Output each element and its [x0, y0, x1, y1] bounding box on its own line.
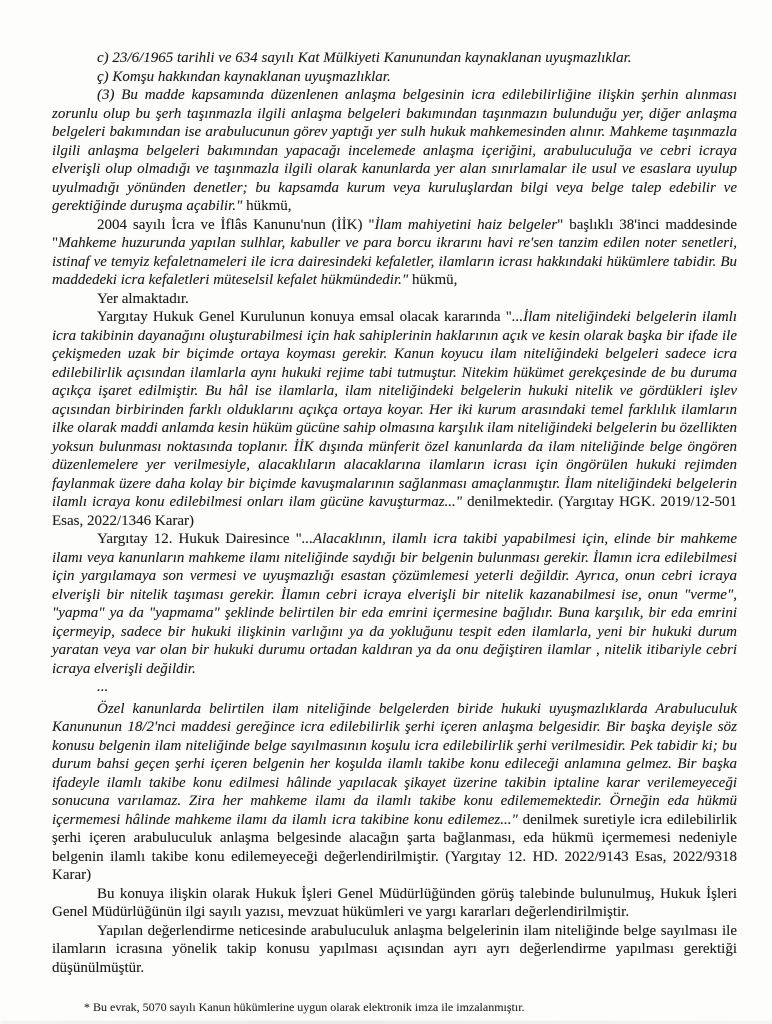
paragraph-sonuc	[52, 922, 737, 978]
text-segment: Yer almaktadır.	[97, 290, 189, 307]
paragraph-gorus-talebi	[52, 885, 737, 922]
text-segment: İlam mahiyetini haiz belgeler	[374, 216, 558, 233]
text-segment: c) 23/6/1965 tarihli ve 634 sayılı Kat Mülkiyeti Kanunundan kaynaklanan uyuşmazlıklar.	[97, 50, 632, 66]
paragraph-ellipsis	[52, 678, 737, 697]
text-segment: ...	[97, 679, 109, 695]
text-segment: 2004 sayılı İcra ve İflâs Kanunu'nun (İİK) "	[97, 216, 375, 233]
paragraph-item-cc	[52, 68, 737, 87]
text-segment: denilmektedir. (Yargıtay HGK. 2019/12-501 Esas, 2022/1346 Karar)	[52, 494, 737, 529]
text-segment: (3) Bu madde kapsamında düzenlenen anlaşma belgesinin icra edilebilirliğine ilişkin şerhin alınması zorunlu olup bu şerh taşınmazla ilgili anlaşma belgeleri bakımından taşınmazın bulunduğu yer, diğer anlaşma belgeleri bakımından ise arabulucunun görev yaptığı yer sulh hukuk mahkemesinden alınır. Mahkeme taşınmazla ilgili anlaşma belgeleri bakımından yapacağı incelemede anlaşma içeriğini, arabuluculuğa ve cebri icraya elverişli olup olmadığı ve taşınmazla ilgili olarak kanunlarda yer alan sınırlamalar ile usul ve esaslara uyulup uyulmadığı yönünden denetler; bu kapsamda kurum veya kuruluşlardan bilgi veya belge talep edebilir ve gerektiğinde duruşma açabilir."	[52, 87, 737, 214]
paragraph-clause-3	[52, 86, 737, 216]
text-segment: Özel kanunlarda belirtilen ilam niteliğinde belgelerden biride hukuki uyuşmazlıklarda Arabuluculuk Kanununun 18/2'nci maddesi gereğince icra edilebilirlik şerhi içeren anlaşma belgesidir. Bir başka deyişle söz konusu belgenin ilam niteliğinde belge sayılmasının koşulu icra edilebilirlik şerhi verilmesidir. Pek tabidir ki; bu durum bahsi geçen şerhi içeren belgenin her koşulda ilamlı takibe konu edileceği anlamına gelmez. Bir başka ifadeyle ilamlı takibe konu edilmesi hâlinde yapılacak şikayet üzerine takibin iptaline karar verilemeyeceği sonucuna varılamaz. Zira her mahkeme ilamı da ilamlı takibe konu edilememektedir. Örneğin eda hükmü içermemesi hâlinde mahkeme ilamı da ilamlı icra takibine konu edilemez..."	[52, 700, 737, 828]
text-segment: ...İlam niteliğindeki belgelerin ilamlı icra takibinin dayanağını oluşturabilmesi için hak sahiplerinin haklarının açık ve kesin olarak başka bir ifade ile çekişmeden uzak bir biçimde ortaya koyması gerekir. Kanun koyucu ilam niteliğindeki belgeleri sadece icra edilebilirlik açısından ilamlarla aynı hukuki rejime tabi tutmuştur. Nitekim hükümet gerekçesinde de bu duruma açıkça işaret edilmiştir. Bu hâl ise ilamlarla, ilam niteliğindeki belgelerin hukuki nitelik ve gördükleri işlev açısından birbirinden farklı olduklarını açıkça ortaya koyar. Her iki kurum arasındaki temel farklılık ilamların ilke olarak maddi anlamda kesin hüküm gücüne sahip olmasına karşılık ilam niteliğindeki belgelerin bu özellikten yoksun bulunması noktasında toplanır. İİK dışında münferit özel kanunlarda da ilam niteliğinde belge öngören düzenlemelere yer verilmesiyle, alacaklıların alacaklarına ilamların icrası için öngörülen hukuki rejimden faylanmak üzere daha kolay bir biçimde kavuşmalarının sağlanması amaçlanmıştır. İlam niteliğindeki belgelerin ilamlı icraya konu edilebilmesi onları ilam gücüne kavuşturmaz..."	[52, 309, 737, 510]
text-segment: " başlıklı 38'inci maddesinde "	[52, 216, 737, 251]
paragraph-hgk-karari	[52, 308, 737, 530]
text-segment: hükmü,	[242, 198, 292, 214]
text-segment: Yapılan değerlendirme neticesinde arabuluculuk anlaşma belgelerinin ilam niteliğinde belge sayılması ile ilamların icrasına yönelik takip konusu yapılması açısından ayrı ayrı değerlendirme yapılması gerektiği düşünülmüştür.	[52, 922, 737, 976]
electronic-signature-footnote: * Bu evrak, 5070 sayılı Kanun hükümlerine uygun olarak elektronik imza ile imzalanmıştır.	[84, 1000, 525, 1014]
text-segment: Mahkeme huzurunda yapılan sulhlar, kabuller ve para borcu ikrarını havi re'sen tanzim edilen noter senetleri, istinaf ve temyiz kefaletnameleri ile icra dairesindeki kefaletler, ilamların icrası hakkındaki hükümlere tabidir. Bu maddedeki icra kefaletleri müteselsil kefalet hükmündedir."	[52, 235, 737, 288]
text-segment: hükmü,	[408, 272, 458, 288]
text-segment: Yargıtay Hukuk Genel Kurulunun konuya emsal olacak kararında "	[97, 309, 512, 325]
text-segment: Yargıtay 12. Hukuk Dairesince "	[97, 531, 302, 547]
paragraph-ozel-kanunlar	[52, 700, 737, 885]
text-segment: denilmek suretiyle icra edilebilirlik şerhi içeren arabuluculuk anlaşma belgesinde alacağın şarta bağlanması, eda hükmü içermemesi nedeniyle belgenin ilamlı takibe konu edilemeyeceği değerlendirilmiştir. (Yargıtay 12. HD. 2022/9143 Esas, 2022/9318 Karar)	[52, 811, 737, 883]
paragraph-daire-12-karari	[52, 530, 737, 678]
text-segment: ç) Komşu hakkından kaynaklanan uyuşmazlıklar.	[97, 68, 391, 85]
text-segment: ...Alacaklının, ilamlı icra takibi yapabilmesi için, elinde bir mahkeme ilamı veya kanunların mahkeme ilamı niteliğinde saydığı bir belgenin bulunması gerekir. İlamın icra edilebilmesi için yargılamaya son vermesi ve uyuşmazlığı esastan çözümlemesi yeterli değildir. Ayrıca, onun cebri icraya elverişli bir nitelik taşıması gerekir. İlamın cebri icraya elverişli bir nitelik kazanabilmesi ise, onun "verme", "yapma" ya da "yapmama" şeklinde belirtilen bir eda emrini içermesine bağlıdır. Buna karşılık, bir eda emrini içermeyip, sadece bir hukuki ilişkinin varlığını ya da yokluğunu tespit eden ilamlarla, yeni bir hukuki durum yaratan veya var olan bir hukuki durumu ortadan kaldıran ya da onu değiştiren ilamlar , nitelik itibariyle cebri icraya elverişli değildir.	[52, 531, 738, 677]
paragraph-yer-almaktadir	[52, 290, 737, 309]
paragraph-item-c	[52, 49, 737, 68]
paragraph-iik-38	[52, 216, 737, 290]
text-segment: Bu konuya ilişkin olarak Hukuk İşleri Genel Müdürlüğünden görüş talebinde bulunulmuş, Hukuk İşleri Genel Müdürlüğünün ilgi sayılı yazısı, mevzuat hükümleri ve yargı kararları değerlendirilmiştir.	[52, 885, 737, 920]
document-body	[52, 49, 737, 977]
